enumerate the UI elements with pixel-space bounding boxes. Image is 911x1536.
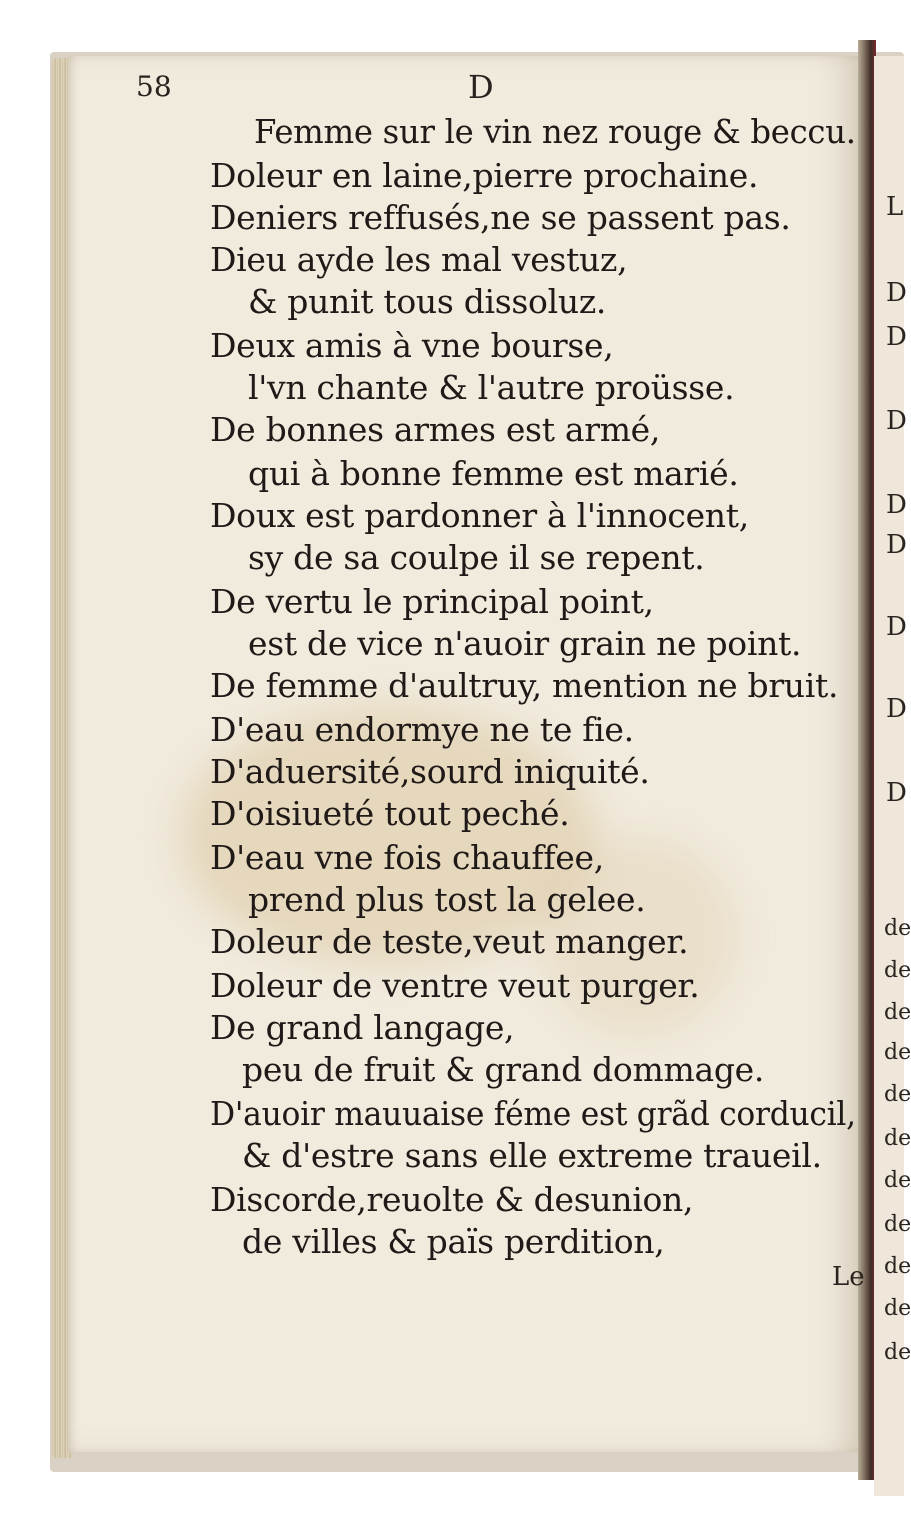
text-line: Deux amis à vne bourse, <box>210 326 614 365</box>
facing-page-letter: de <box>884 1082 911 1107</box>
text-line: prend plus tost la gelee. <box>248 880 646 919</box>
text-line: Doleur de teste,veut manger. <box>210 922 689 961</box>
facing-page-letter: de <box>884 916 911 941</box>
facing-page-letter: D <box>886 530 907 560</box>
facing-page-letter: D <box>886 612 907 642</box>
text-line: est de vice n'auoir grain ne point. <box>248 624 802 663</box>
facing-page-letter: D <box>886 278 907 308</box>
text-line: De femme d'aultruy, mention ne bruit. <box>210 666 839 705</box>
text-line: sy de sa coulpe il se repent. <box>248 538 705 577</box>
facing-page-letter: D <box>886 322 907 352</box>
text-line: peu de fruit & grand dommage. <box>242 1050 765 1089</box>
catchword: Le <box>832 1262 865 1292</box>
text-line: & d'estre sans elle extreme traueil. <box>242 1136 822 1175</box>
facing-page-letter: de <box>884 1296 911 1321</box>
facing-page-letter: de <box>884 958 911 983</box>
text-line: D'aduersité,sourd iniquité. <box>210 752 650 791</box>
facing-page-letter: de <box>884 1340 911 1365</box>
running-head: D <box>468 68 494 106</box>
text-line: qui à bonne femme est marié. <box>248 454 739 493</box>
facing-page-letter: de <box>884 1126 911 1151</box>
text-line: de villes & païs perdition, <box>242 1222 665 1261</box>
facing-page-letter: D <box>886 490 907 520</box>
text-line: & punit tous dissoluz. <box>248 282 607 321</box>
facing-page-letter: de <box>884 1040 911 1065</box>
facing-page <box>874 56 904 1496</box>
text-line: D'auoir mauuaise féme est grãd corducil, <box>210 1094 856 1133</box>
text-line: D'oisiueté tout peché. <box>210 794 570 833</box>
text-line: D'eau endormye ne te fie. <box>210 710 634 749</box>
text-line: De vertu le principal point, <box>210 582 654 621</box>
text-line: Doleur en laine,pierre prochaine. <box>210 156 759 195</box>
text-line: Femme sur le vin nez rouge & beccu. <box>254 112 856 151</box>
text-line: De grand langage, <box>210 1008 515 1047</box>
text-line: Doleur de ventre veut purger. <box>210 966 700 1005</box>
facing-page-letter: D <box>886 694 907 724</box>
text-line: D'eau vne fois chauffee, <box>210 838 604 877</box>
text-line: l'vn chante & l'autre proüsse. <box>248 368 735 407</box>
text-line: De bonnes armes est armé, <box>210 410 661 449</box>
text-line: Dieu ayde les mal vestuz, <box>210 240 628 279</box>
facing-page-letter: D <box>886 778 907 808</box>
facing-page-letter: D <box>886 406 907 436</box>
facing-page-letter: de <box>884 1000 911 1025</box>
page-number: 58 <box>136 70 172 103</box>
text-line: Deniers reffusés,ne se passent pas. <box>210 198 791 237</box>
facing-page-letter: de <box>884 1212 911 1237</box>
facing-page-letter: de <box>884 1254 911 1279</box>
text-line: Doux est pardonner à l'innocent, <box>210 496 749 535</box>
facing-page-letter: de <box>884 1168 911 1193</box>
text-line: Discorde,reuolte & desunion, <box>210 1180 694 1219</box>
facing-page-letter: L <box>886 192 904 222</box>
